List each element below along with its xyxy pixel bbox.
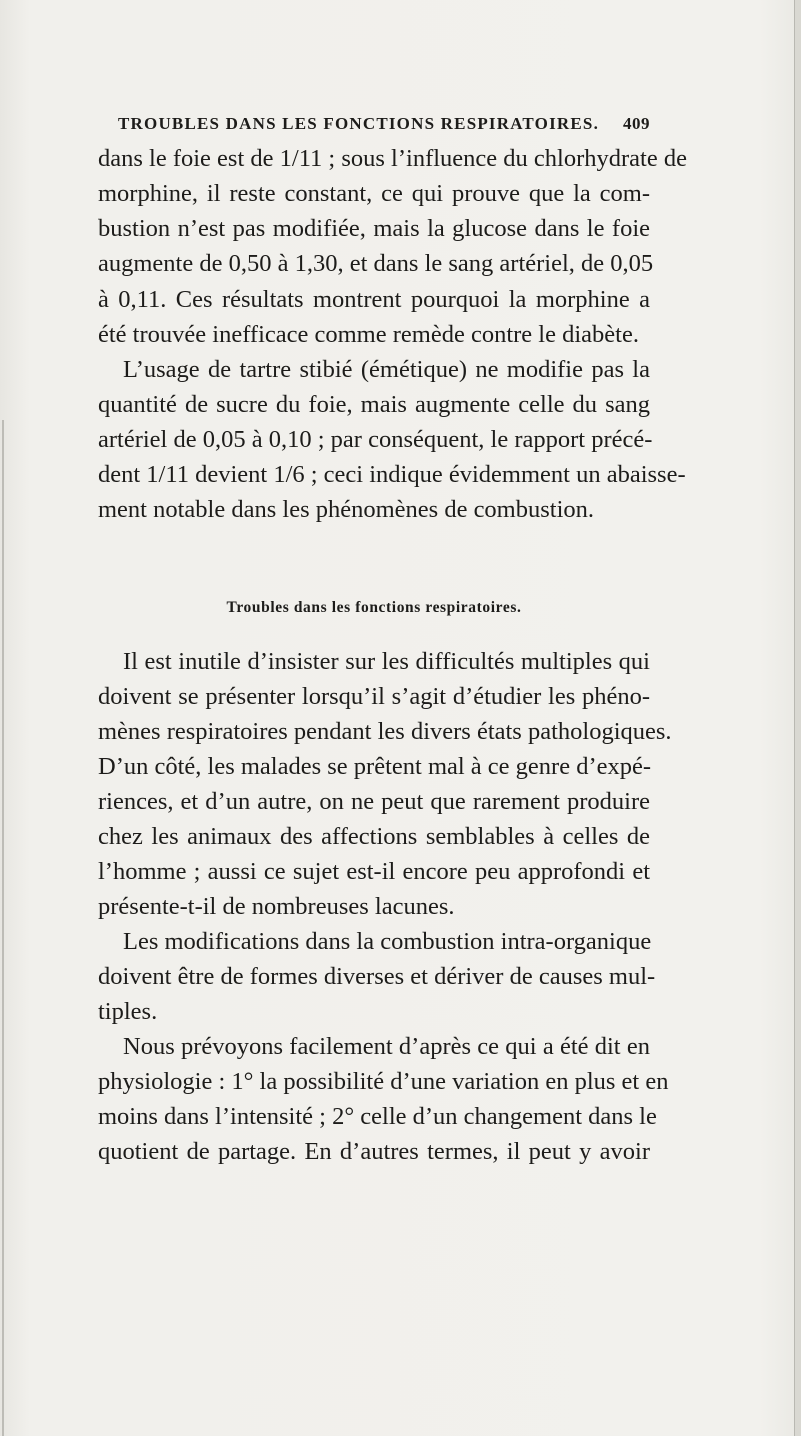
text-line: présente-t-il de nombreuses lacunes. xyxy=(98,893,455,920)
text-line: Nous prévoyons facilement d’après ce qui a été dit en xyxy=(123,1033,650,1060)
text-line: à 0,11. Ces résultats montrent pourquoi la morphine a xyxy=(98,286,650,313)
running-head-title: TROUBLES DANS LES FONCTIONS RESPIRATOIRES. xyxy=(118,114,600,133)
text-line: bustion n’est pas modifiée, mais la glucose dans le foie xyxy=(98,215,650,242)
text-line: doivent se présenter lorsqu’il s’agit d’étudier les phéno- xyxy=(98,683,650,710)
text-line: artériel de 0,05 à 0,10 ; par conséquent, le rapport précé- xyxy=(98,426,653,453)
text-line: mènes respiratoires pendant les divers états pathologiques. xyxy=(98,718,672,745)
page-edge-left xyxy=(2,420,4,1436)
text-line: l’homme ; aussi ce sujet est-il encore peu approfondi et xyxy=(98,858,650,885)
text-line: riences, et d’un autre, on ne peut que rarement produire xyxy=(98,788,650,815)
text-line: Les modifications dans la combustion intra-organique xyxy=(123,928,652,955)
text-line: ment notable dans les phénomènes de combustion. xyxy=(98,496,595,523)
page-edge-right xyxy=(794,0,801,1436)
text-line: quotient de partage. En d’autres termes, il peut y avoir xyxy=(98,1138,650,1165)
text-line: dent 1/11 devient 1/6 ; ceci indique évidemment un abaisse- xyxy=(98,461,686,488)
text-line: doivent être de formes diverses et dériver de causes mul- xyxy=(98,963,656,990)
text-line: tiples. xyxy=(98,998,158,1025)
text-line: L’usage de tartre stibié (émétique) ne modifie pas la xyxy=(123,356,650,383)
text-line: physiologie : 1° la possibilité d’une variation en plus et en xyxy=(98,1068,669,1095)
text-line: moins dans l’intensité ; 2° celle d’un changement dans le xyxy=(98,1103,657,1130)
text-line: morphine, il reste constant, ce qui prouve que la com- xyxy=(98,180,650,207)
text-line: D’un côté, les malades se prêtent mal à ce genre d’expé- xyxy=(98,753,652,780)
text-line: augmente de 0,50 à 1,30, et dans le sang artériel, de 0,05 xyxy=(98,250,654,277)
text-line: Il est inutile d’insister sur les difficultés multiples qui xyxy=(123,648,650,675)
text-line: quantité de sucre du foie, mais augmente celle du sang xyxy=(98,391,650,418)
text-line: chez les animaux des affections semblables à celles de xyxy=(98,823,650,850)
section-heading: Troubles dans les fonctions respiratoires. xyxy=(226,599,522,616)
text-line: dans le foie est de 1/11 ; sous l’influence du chlorhydrate de xyxy=(98,145,687,172)
text-line: été trouvée inefficace comme remède contre le diabète. xyxy=(98,321,639,348)
page-number: 409 xyxy=(623,114,650,133)
